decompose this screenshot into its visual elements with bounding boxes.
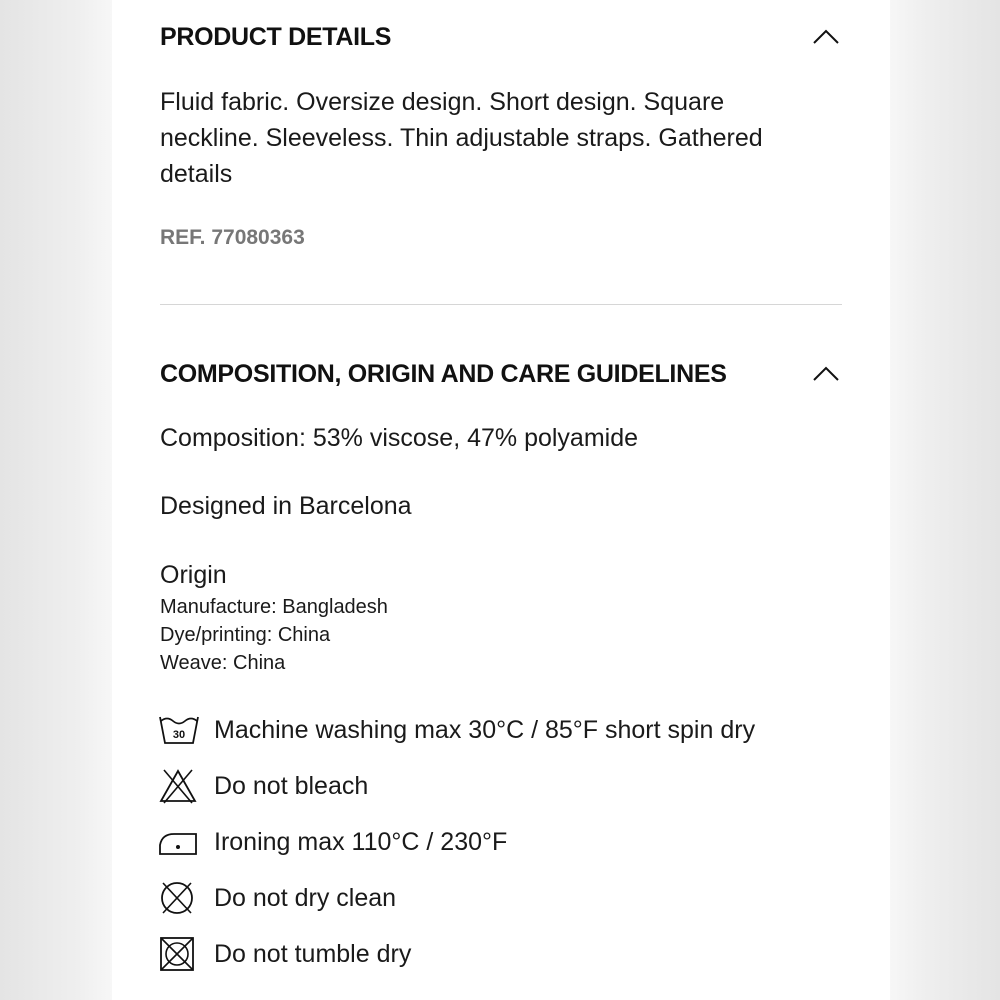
- care-item-dry-clean: [158, 878, 396, 918]
- no-tumble-dry-icon: [158, 935, 200, 973]
- product-details-title: PRODUCT DETAILS: [160, 22, 392, 51]
- chevron-up-icon[interactable]: [812, 23, 840, 51]
- care-item-tumble-dry: [158, 934, 411, 974]
- composition-title: COMPOSITION, ORIGIN AND CARE GUIDELINES: [160, 359, 727, 388]
- care-text-tumble-dry: Do not tumble dry: [214, 939, 412, 968]
- section-divider: [160, 304, 842, 305]
- no-bleach-icon: [158, 767, 200, 805]
- origin-manufacture: Manufacture: Bangladesh: [160, 596, 388, 618]
- care-item-bleach: [158, 766, 368, 806]
- origin-dye-printing: Dye/printing: China: [160, 624, 331, 646]
- care-item-iron: [158, 822, 507, 862]
- composition-header[interactable]: [160, 354, 842, 394]
- chevron-up-icon[interactable]: [812, 360, 840, 388]
- care-text-wash: Machine washing max 30°C / 85°F short spin dry: [214, 715, 756, 744]
- care-text-dry-clean: Do not dry clean: [214, 883, 397, 912]
- iron-low-icon: [158, 823, 200, 861]
- product-info-panel: [112, 0, 890, 1000]
- care-item-wash: [158, 710, 755, 750]
- product-description: Fluid fabric. Oversize design. Short design. Square neckline. Sleeveless. Thin adjustable straps. Gathered details: [160, 88, 763, 188]
- product-details-header[interactable]: [160, 17, 842, 57]
- background-left: [0, 0, 112, 1000]
- care-text-iron: Ironing max 110°C / 230°F: [214, 827, 508, 856]
- background-right: [890, 0, 1000, 1000]
- wash-30-icon: [158, 711, 200, 749]
- product-reference: REF. 77080363: [160, 226, 305, 249]
- composition-text: Composition: 53% viscose, 47% polyamide: [160, 424, 639, 452]
- care-text-bleach: Do not bleach: [214, 771, 369, 800]
- origin-heading: Origin: [160, 561, 227, 589]
- designed-in-text: Designed in Barcelona: [160, 492, 412, 520]
- no-dry-clean-icon: [158, 879, 200, 917]
- origin-weave: Weave: China: [160, 652, 286, 674]
- svg-text:30: 30: [172, 729, 186, 741]
